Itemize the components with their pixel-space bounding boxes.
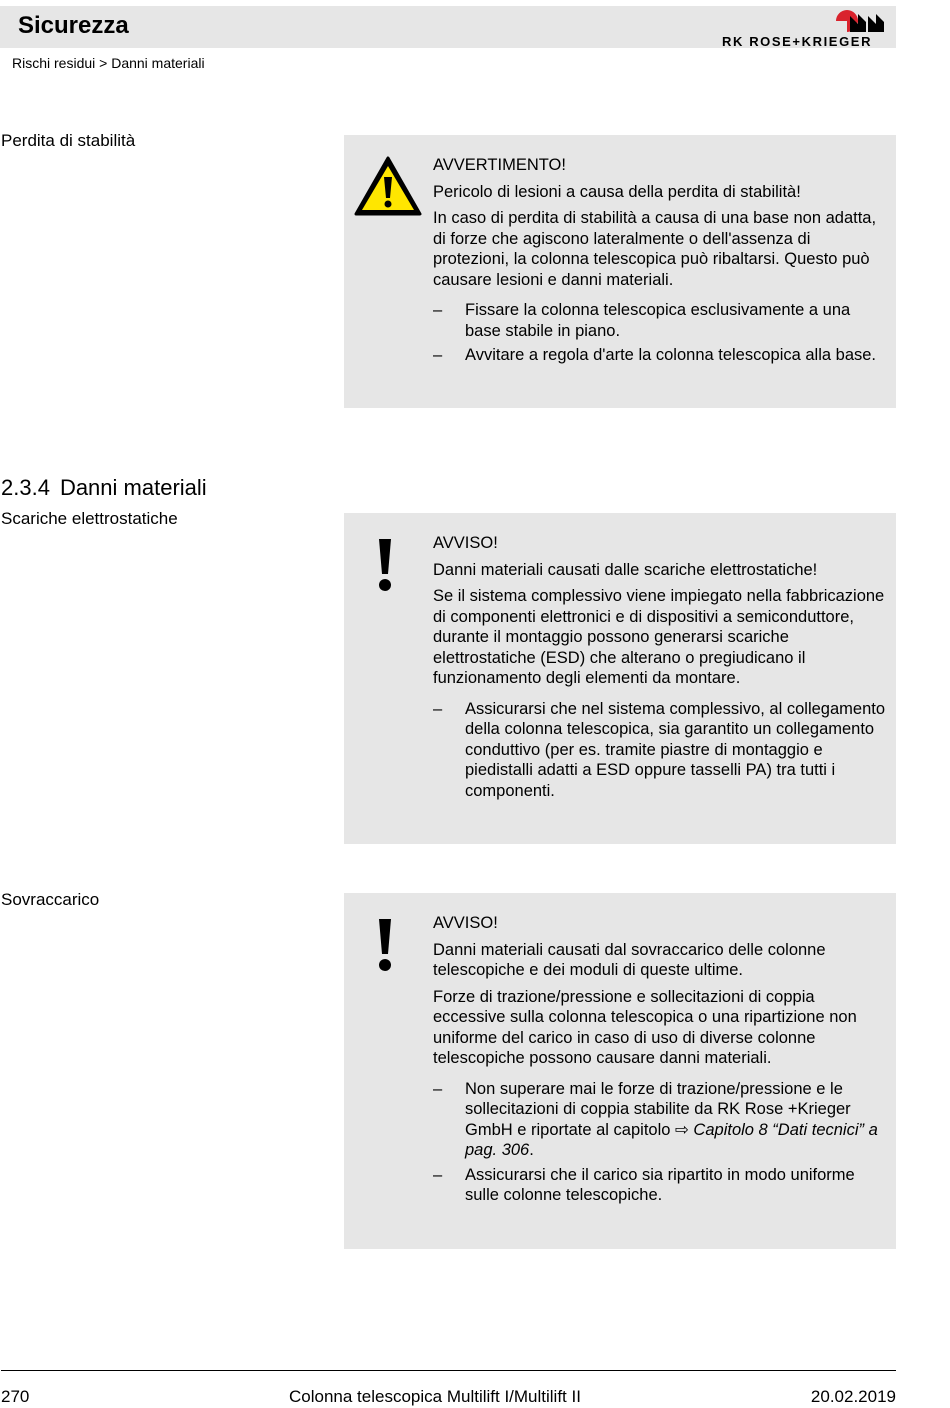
stability-label: Perdita di stabilità xyxy=(1,131,136,150)
footer-divider xyxy=(1,1370,896,1371)
overload-label: Sovraccarico xyxy=(1,890,100,909)
signal-word: AVVERTIMENTO! xyxy=(433,156,566,174)
section-heading xyxy=(1,475,207,501)
document-title: Colonna telescopica Multilift I/Multilift II xyxy=(289,1387,581,1406)
warning-box-stability xyxy=(344,135,896,408)
warning-triangle-icon xyxy=(353,155,423,222)
section-title: Danni materiali xyxy=(59,475,207,500)
logo-mark-icon xyxy=(834,8,886,34)
page-number: 270 xyxy=(1,1387,30,1406)
company-logo xyxy=(722,8,890,50)
list-item: – Assicurarsi che nel sistema complessivo, al collegamento della colonna telescopica, sia garantito un collegamento conduttivo (per es. tramite piastre di montaggio e piedistalli adatti a ESD oppure tasselli PA) tra tutti i componenti. xyxy=(433,699,886,800)
signal-word: AVVISO! xyxy=(433,534,498,552)
page-title: Sicurezza xyxy=(18,12,129,39)
logo-text: RK ROSE+KRIEGER xyxy=(722,34,873,49)
notice-description: Se il sistema complessivo viene impiegato nella fabbricazione di componenti elettronici e di dispositivi a semiconduttore, durante il montaggio possono generarsi scariche elettrostatiche (ESD) che alterano o pregiudicano il funzionamento degli elementi da montare. xyxy=(433,587,885,687)
steps-list xyxy=(433,699,889,802)
chapter-reference-link[interactable]: ⇨ Capitolo 8 “Dati tecnici” a pag. 306 xyxy=(465,1120,878,1159)
list-item: – Assicurarsi che il carico sia ripartito in modo uniforme sulle colonne telescopiche. xyxy=(433,1165,855,1204)
steps-list xyxy=(433,1079,889,1206)
exclamation-icon xyxy=(371,918,399,979)
signal-word: AVVISO! xyxy=(433,914,498,932)
section-number: 2.3.4 xyxy=(1,475,50,500)
document-date: 20.02.2019 xyxy=(810,1387,896,1406)
notice-content xyxy=(433,913,889,1210)
esd-label: Scariche elettrostatiche xyxy=(1,509,178,528)
exclamation-icon xyxy=(371,538,399,599)
notice-box-esd xyxy=(344,513,896,844)
warning-description: In caso di perdita di stabilità a causa di una base non adatta, di forze che agiscono lateralmente o dell'assenza di protezioni, la colonna telescopica può ribaltarsi. Questo può causare lesioni e danni materiali. xyxy=(433,209,877,289)
warning-content xyxy=(433,155,889,370)
warning-headline: Pericolo di lesioni a causa della perdita di stabilità! xyxy=(433,182,801,201)
notice-headline: Danni materiali causati dalle scariche elettrostatiche! xyxy=(433,560,818,579)
list-item: – Avvitare a regola d'arte la colonna telescopica alla base. xyxy=(433,346,877,364)
list-item: – Non superare mai le forze di trazione/pressione e le sollecitazioni di coppia stabilite da RK Rose +Krieger GmbH e riportate al capitolo ⇨ Capitolo 8 “Dati tecnici” a pag. 306. xyxy=(433,1079,878,1159)
notice-description: Forze di trazione/pressione e sollecitazioni di coppia eccessive sulla colonna telescopica o una ripartizione non uniforme del carico in caso di uso di diverse colonne telescopiche possono causare danni materiali. xyxy=(433,987,857,1067)
list-item: – Fissare la colonna telescopica esclusivamente a una base stabile in piano. xyxy=(433,301,851,340)
notice-content xyxy=(433,533,889,805)
notice-box-overload xyxy=(344,893,896,1249)
breadcrumb: Rischi residui > Danni materiali xyxy=(12,55,205,71)
steps-list xyxy=(433,300,889,366)
notice-headline: Danni materiali causati dal sovraccarico delle colonne telescopiche e dei moduli di queste ultime. xyxy=(433,940,826,979)
